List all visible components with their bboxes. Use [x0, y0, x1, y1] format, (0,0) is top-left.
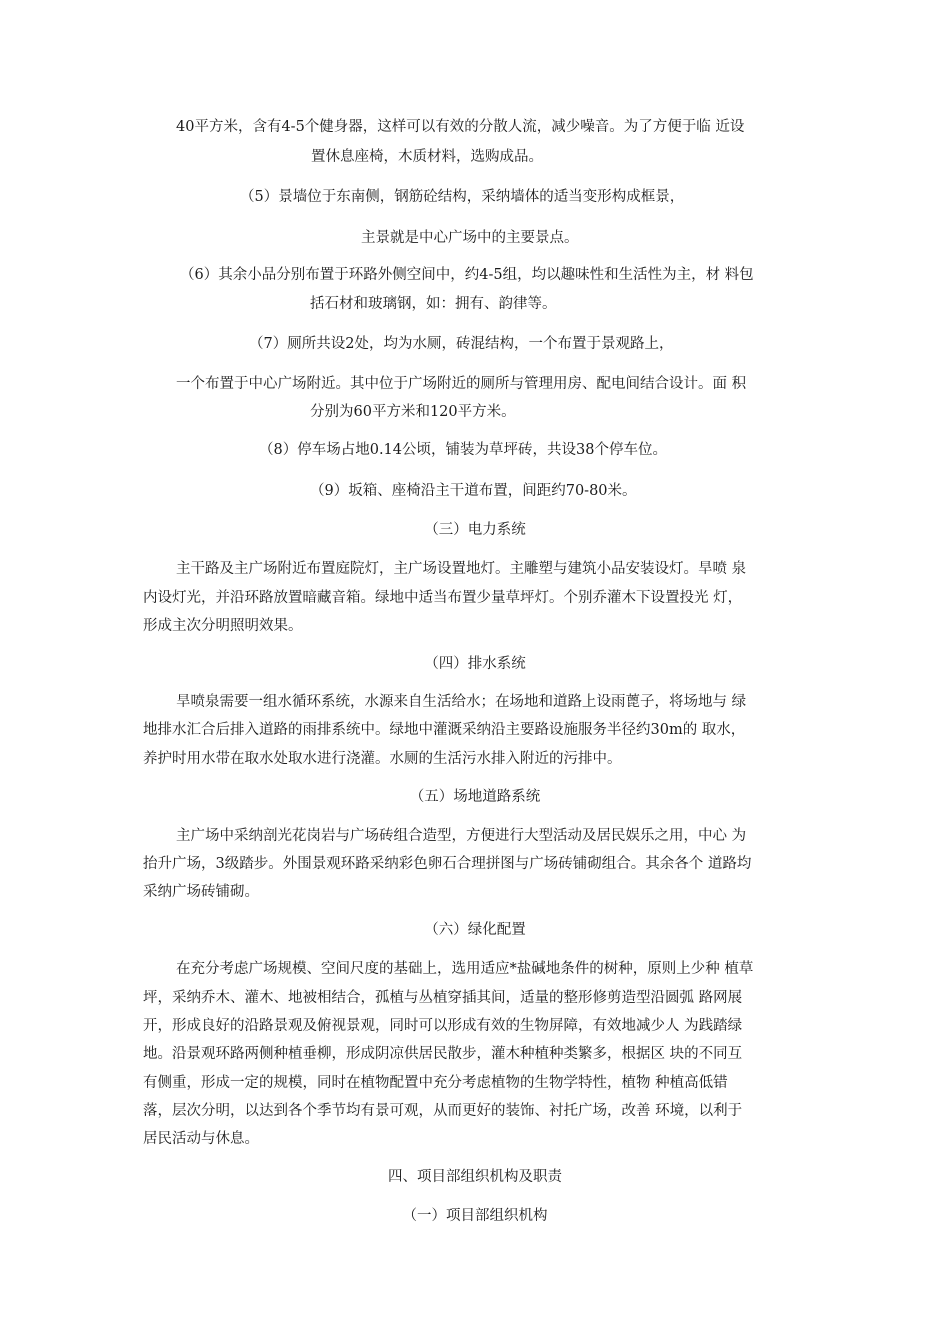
- item-7-line-1: （7）厕所共设2处，均为水厕，砖混结构，一个布置于景观路上，: [249, 336, 674, 352]
- drain-paragraph-line-3: 养护时用水带在取水处取水进行浇灌。水厕的生活污水排入附近的污排中。: [143, 751, 622, 767]
- power-paragraph-line-1: 主干路及主广场附近布置庭院灯，主广场设置地灯。主雕塑与建筑小品安装设灯。旱喷 泉: [176, 561, 747, 577]
- section-road-title: （五）场地道路系统: [409, 789, 541, 805]
- item-6-line-2: 括石材和玻璃钢，如：拥有、韵律等。: [310, 296, 557, 312]
- power-paragraph-line-2: 内设灯光，并沿环路放置暗藏音箱。绿地中适当布置少量草坪灯。个别乔灌木下设置投光 灯，: [143, 590, 743, 606]
- green-paragraph-line-3: 开，形成良好的沿路景观及俯视景观，同时可以形成有效的生物屏障，有效地减少人 为践踏绿: [143, 1018, 743, 1034]
- green-paragraph-line-4: 地。沿景观环路两侧种植垂柳，形成阴凉供居民散步，灌木种植种类繁多，根据区 块的不同互: [143, 1046, 743, 1062]
- green-paragraph-line-5: 有侧重，形成一定的规模，同时在植物配置中充分考虑植物的生物学特性，植物 种植高低错: [143, 1075, 728, 1091]
- item-5-line-1: （5）景墙位于东南侧，钢筋砼结构，采纳墙体的适当变形构成框景，: [240, 189, 685, 205]
- item-6-line-1: （6）其余小品分别布置于环路外侧空间中，约4-5组，均以趣味性和生活性为主，材 料包: [180, 267, 754, 283]
- org-subtitle: （一）项目部组织机构: [402, 1208, 548, 1224]
- section-drain-title: （四）排水系统: [424, 656, 526, 672]
- item-5-line-2: 主景就是中心广场中的主要景点。: [361, 230, 579, 246]
- section-power-title: （三）电力系统: [424, 522, 526, 538]
- item-8: （8）停车场占地0.14公顷，铺装为草坪砖，共设38个停车位。: [259, 442, 667, 458]
- green-paragraph-line-1: 在充分考虑广场规模、空间尺度的基础上，选用适应*盐碱地条件的树种，原则上少种 植草: [176, 961, 754, 977]
- drain-paragraph-line-2: 地排水汇合后排入道路的雨排系统中。绿地中灌溉采纳沿主要路设施服务半径约30m的 取水，: [143, 722, 746, 738]
- road-paragraph-line-3: 采纳广场砖铺砌。: [143, 884, 259, 900]
- item-4-line-1: 40平方米，含有4-5个健身器，这样可以有效的分散人流，减少噪音。为了方便于临 近设: [176, 119, 745, 135]
- green-paragraph-line-2: 坪，采纳乔木、灌木、地被相结合，孤植与丛植穿插其间，适量的整形修剪造型沿圆弧 路网展: [143, 990, 743, 1006]
- drain-paragraph-line-1: 旱喷泉需要一组水循环系统，水源来自生活给水；在场地和道路上设雨蓖子，将场地与 绿: [176, 694, 747, 710]
- item-7-line-3: 分别为60平方米和120平方米。: [310, 404, 516, 420]
- green-paragraph-line-6: 落，层次分明，以达到各个季节均有景可观，从而更好的装饰、衬托广场，改善 环境，以利于: [143, 1103, 743, 1119]
- item-9: （9）坂箱、座椅沿主干道布置，间距约70-80米。: [310, 483, 637, 499]
- section-green-title: （六）绿化配置: [424, 922, 526, 938]
- road-paragraph-line-2: 抬升广场，3级踏步。外围景观环路采纳彩色卵石合理拼图与广场砖铺砌组合。其余各个 道路均: [143, 856, 752, 872]
- item-7-line-2: 一个布置于中心广场附近。其中位于广场附近的厕所与管理用房、配电间结合设计。面 积: [176, 376, 747, 392]
- road-paragraph-line-1: 主广场中采纳剖光花岗岩与广场砖组合造型，方便进行大型活动及居民娱乐之用，中心 为: [176, 828, 747, 844]
- power-paragraph-line-3: 形成主次分明照明效果。: [143, 618, 303, 634]
- org-title: 四、项目部组织机构及职责: [388, 1169, 562, 1185]
- green-paragraph-line-7: 居民活动与休息。: [143, 1131, 259, 1147]
- item-4-line-2: 置休息座椅，木质材料，选购成品。: [311, 149, 543, 165]
